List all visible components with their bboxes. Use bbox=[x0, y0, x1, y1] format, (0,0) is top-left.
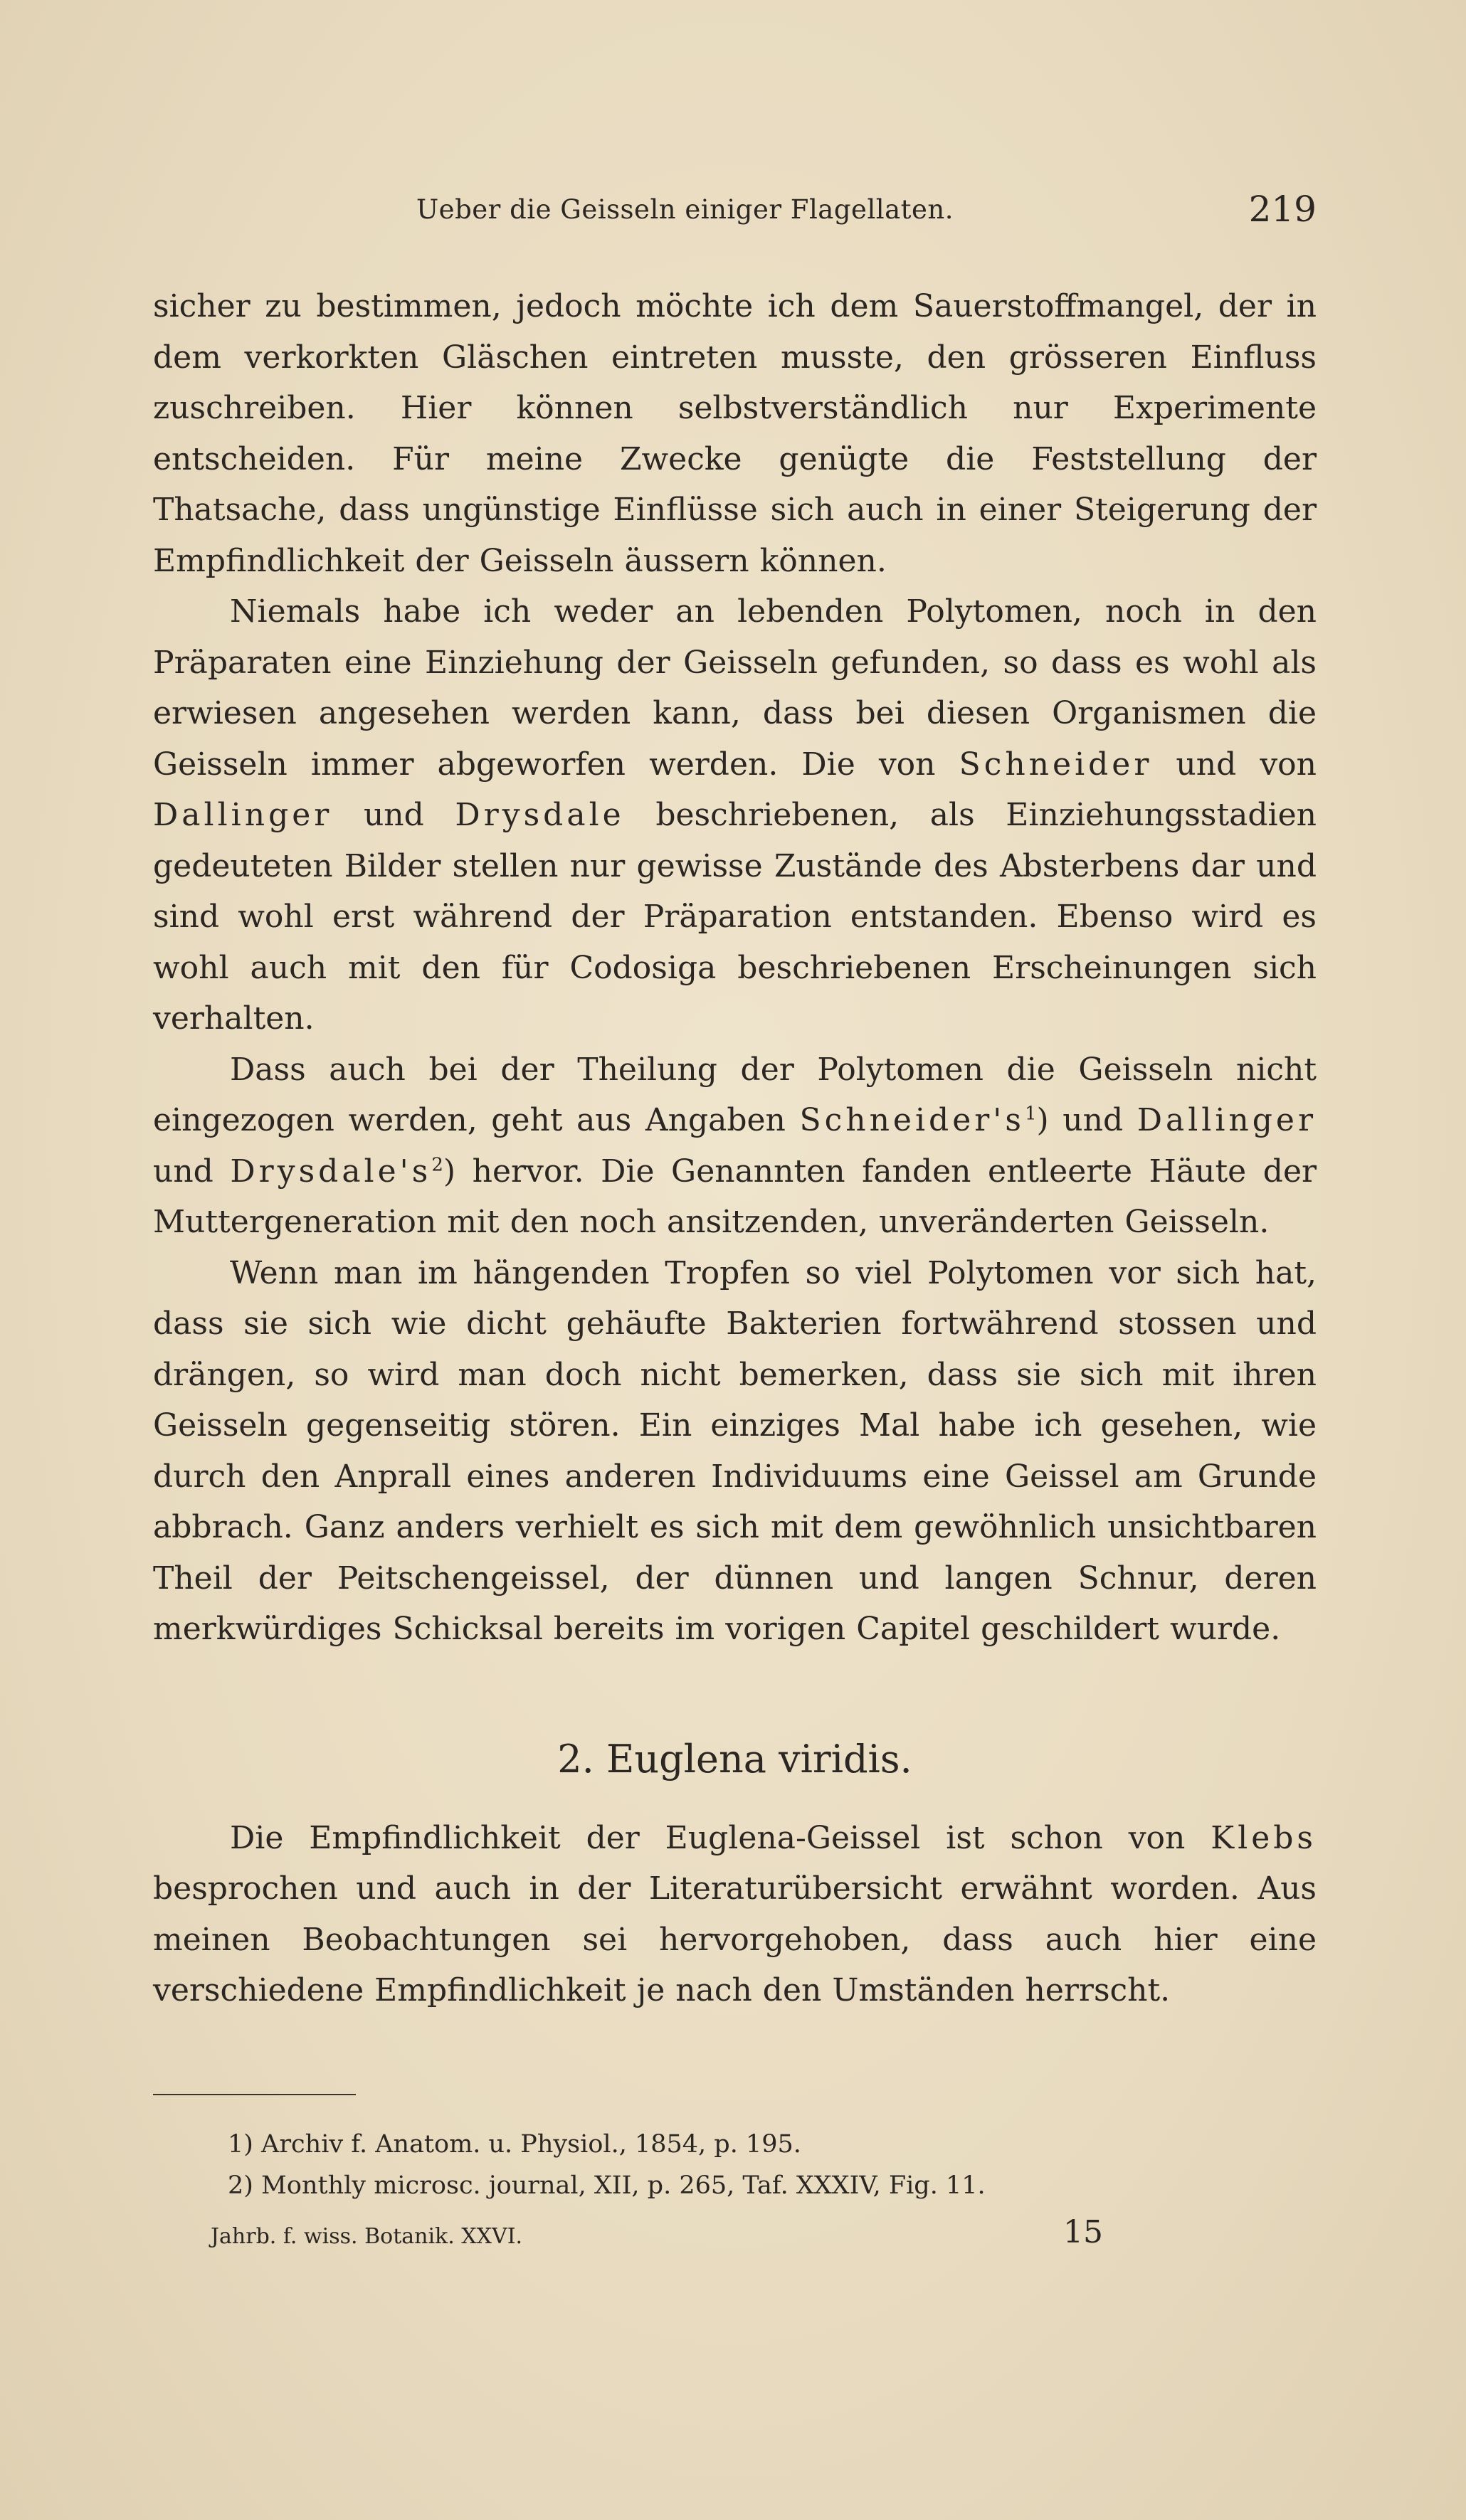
text-run: beschriebenen, als Einziehungsstadien gedeuteten Bilder stellen nur gewisse Zustände des Absterbens dar und sind wohl erst während der Präparation entstanden. Ebenso wird es wohl auch mit den für Codosiga beschriebenen Erscheinungen sich verhalten. bbox=[153, 797, 1317, 1037]
page-number: 219 bbox=[1248, 189, 1317, 230]
footnotes bbox=[228, 2124, 1338, 2206]
author-name: Schneider's bbox=[799, 1102, 1025, 1138]
text-run: ) hervor. Die Genannten fanden entleerte Häute der Muttergeneration mit den noch ansitzenden, unveränderten Geisseln. bbox=[153, 1153, 1317, 1240]
text-run: und bbox=[332, 797, 455, 833]
text-run: Dass auch bei der Theilung der Polytomen die Geisseln nicht eingezogen werden, geht aus Angaben bbox=[153, 1051, 1317, 1138]
paragraph-2 bbox=[153, 586, 1317, 1044]
text-run: und von bbox=[1152, 746, 1317, 783]
author-name: Drysdale's bbox=[230, 1153, 432, 1190]
footnote-divider bbox=[153, 2094, 356, 2095]
main-text bbox=[153, 281, 1317, 2016]
footnote-1: 1) Archiv f. Anatom. u. Physiol., 1854, p. 195. bbox=[228, 2130, 801, 2159]
text-run: besprochen und auch in der Literaturübersicht erwähnt worden. Aus meinen Beobachtungen sei hervorgehoben, dass auch hier eine verschiedene Empfindlichkeit je nach den Umständen herrscht. bbox=[153, 1870, 1317, 2008]
journal-signature: Jahrb. f. wiss. Botanik. XXVI. bbox=[211, 2224, 523, 2249]
author-name: Dallinger bbox=[1137, 1102, 1317, 1138]
footnote-ref: 2 bbox=[431, 1153, 443, 1175]
author-name: Klebs bbox=[1211, 1819, 1317, 1856]
paragraph-1: sicher zu bestimmen, jedoch möchte ich dem Sauerstoffmangel, der in dem verkorkten Gläschen eintreten musste, den grösseren Einfluss zuschreiben. Hier können selbstverständlich nur Experimente entscheiden. Für meine Zwecke genügte die Feststellung der Thatsache, dass ungünstige Einflüsse sich auch in einer Steigerung der Empfindlichkeit der Geisseln äussern können. bbox=[153, 288, 1317, 579]
paragraph-3 bbox=[153, 1044, 1317, 1248]
running-title: Ueber die Geisseln einiger Flagellaten. bbox=[416, 194, 954, 225]
footnote-2: 2) Monthly microsc. journal, XII, p. 265, Taf. XXXIV, Fig. 11. bbox=[228, 2171, 986, 2200]
paragraph-5 bbox=[153, 1813, 1317, 2016]
author-name: Schneider bbox=[959, 746, 1153, 783]
author-name: Drysdale bbox=[455, 797, 625, 833]
sheet-number: 15 bbox=[1063, 2214, 1103, 2250]
page-header bbox=[153, 189, 1317, 245]
section-title: 2. Euglena viridis. bbox=[557, 1736, 912, 1782]
author-name: Dallinger bbox=[153, 797, 333, 833]
text-run: ) und bbox=[1036, 1102, 1137, 1138]
footnote-ref: 1 bbox=[1024, 1103, 1037, 1125]
text-run: Niemals habe ich weder an lebenden Polytomen, noch in den Präparaten eine Einziehung der Geisseln gefunden, so dass es wohl als erwiesen angesehen werden kann, dass bei diesen Organismen die Geisseln immer abgeworfen werden. Die von bbox=[153, 593, 1317, 783]
text-run: Die Empfindlichkeit der Euglena-Geissel ist schon von bbox=[230, 1819, 1211, 1856]
text-run: und bbox=[153, 1153, 231, 1190]
paragraph-4: Wenn man im hängenden Tropfen so viel Polytomen vor sich hat, dass sie sich wie dicht gehäufte Bakterien fortwährend stossen und drängen, so wird man doch nicht bemerken, dass sie sich mit ihren Geisseln gegenseitig stören. Ein einziges Mal habe ich gesehen, wie durch den Anprall eines anderen Individuums eine Geissel am Grunde abbrach. Ganz anders verhielt es sich mit dem gewöhnlich unsichtbaren Theil der Peitschengeissel, der dünnen und langen Schnur, deren merkwürdiges Schicksal bereits im vorigen Capitel geschildert wurde. bbox=[153, 1254, 1317, 1647]
printer-signature bbox=[211, 2214, 1107, 2257]
